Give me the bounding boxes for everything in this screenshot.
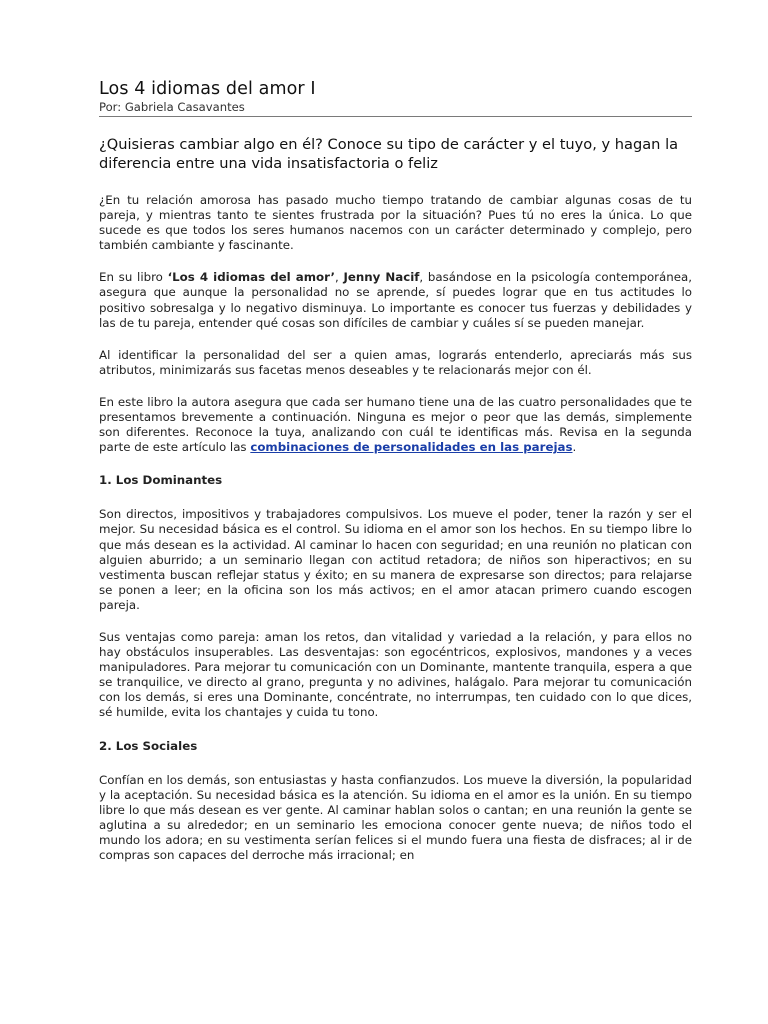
dominantes-paragraph-2: Sus ventajas como pareja: aman los retos, dan vitalidad y variedad a la relación, y para ellos no hay obstáculos insuperables. Las desventajas: son egocéntricos, explosivos, mandones y a veces manipuladores. Para mejorar tu comunicación con un Dominante, mantente tranquila, espera a que se tranquilice, ve directo al grano, pregunta y no adivines, halágalo. Para mejorar tu comunicación con los demás, si eres una Dominante, concéntrate, no interrumpas, ten cuidado con lo que dices, sé humilde, evita los chantajes y cuida tu tono.: [99, 629, 692, 720]
author-byline: Por: Gabriela Casavantes: [99, 100, 692, 117]
book-paragraph-rest: , basándose en la psicología contemporánea, asegura que aunque la personalidad no se aprende, sí puedes lograr que en tus actitudes lo positivo sobresalga y lo negativo disminuya. Lo importante es conocer tus fuerzas y debilidades y las de tu pareja, entender qué cosas son difíciles de cambiar y cuáles sí se pueden manejar.: [99, 270, 692, 330]
personalities-end: .: [572, 440, 577, 455]
combinations-link[interactable]: combinaciones de personalidades en las parejas: [250, 440, 573, 455]
personalities-paragraph: [99, 395, 692, 455]
sociales-paragraph-1: Confían en los demás, son entusiastas y hasta confianzudos. Los mueve la diversión, la popularidad y la aceptación. Su necesidad básica es la atención. Su idioma en el amor es la unión. En su tiempo libre lo que más desean es ver gente. Al caminar hablan solos o cantan; en una reunión la gente se aglutina a su alrededor; en un seminario les emociona conocer gente nueva; de niños todo el mundo los adora; en su vestimenta serían felices si el mundo fuera una fiesta de disfraces; al ir de compras son capaces del derroche más irracional; en: [99, 772, 692, 862]
article-title: Los 4 idiomas del amor I: [99, 79, 316, 99]
article-subtitle: ¿Quisieras cambiar algo en él? Conoce su tipo de carácter y el tuyo, y hagan la diferencia entre una vida insatisfactoria o feliz: [99, 136, 679, 172]
book-paragraph: [99, 270, 692, 330]
dominantes-paragraph-1: Son directos, impositivos y trabajadores compulsivos. Los mueve el poder, tener la razón y ser el mejor. Su necesidad básica es el control. Su idioma en el amor son los hechos. En su tiempo libre lo que más desean es la actividad. Al caminar lo hacen con seguridad; en una reunión no platican con alguien aburrido; a un seminario llegan con actitud retadora; de niños son hiperactivos; en su vestimenta buscan reflejar status y éxito; en su manera de expresarse son directos; para relajarse se ponen a leer; en la oficina son los más activos; en el amor atacan primero cuando escogen pareja.: [99, 507, 692, 612]
intro-paragraph: ¿En tu relación amorosa has pasado mucho tiempo tratando de cambiar algunas cosas de tu pareja, y mientras tanto te sientes frustrada por la situación? Pues tú no eres la única. Lo que sucede es que todos los seres humanos nacemos con un carácter determinado y complejo, pero también cambiante y fascinante.: [99, 193, 692, 253]
personalities-text: En este libro la autora asegura que cada ser humano tiene una de las cuatro personalidades que te presentamos brevemente a continuación. Ninguna es mejor o peor que las demás, simplemente son diferentes. Reconoce la tuya, analizando con cuál te identificas más. Revisa en la segunda parte de este artículo las: [99, 394, 692, 455]
book-paragraph-sep: ,: [334, 270, 344, 285]
article: [99, 79, 692, 863]
section-heading-dominantes: 1. Los Dominantes: [99, 473, 223, 488]
section-heading-sociales: 2. Los Sociales: [99, 738, 198, 753]
book-paragraph-prefix: En su libro: [99, 270, 168, 285]
identify-paragraph: Al identificar la personalidad del ser a quien amas, lograrás entenderlo, apreciarás más sus atributos, minimizarás sus facetas menos deseables y te relacionarás mejor con él.: [99, 347, 692, 377]
book-author: Jenny Nacif: [343, 270, 420, 285]
book-title: ‘Los 4 idiomas del amor’: [167, 270, 335, 285]
